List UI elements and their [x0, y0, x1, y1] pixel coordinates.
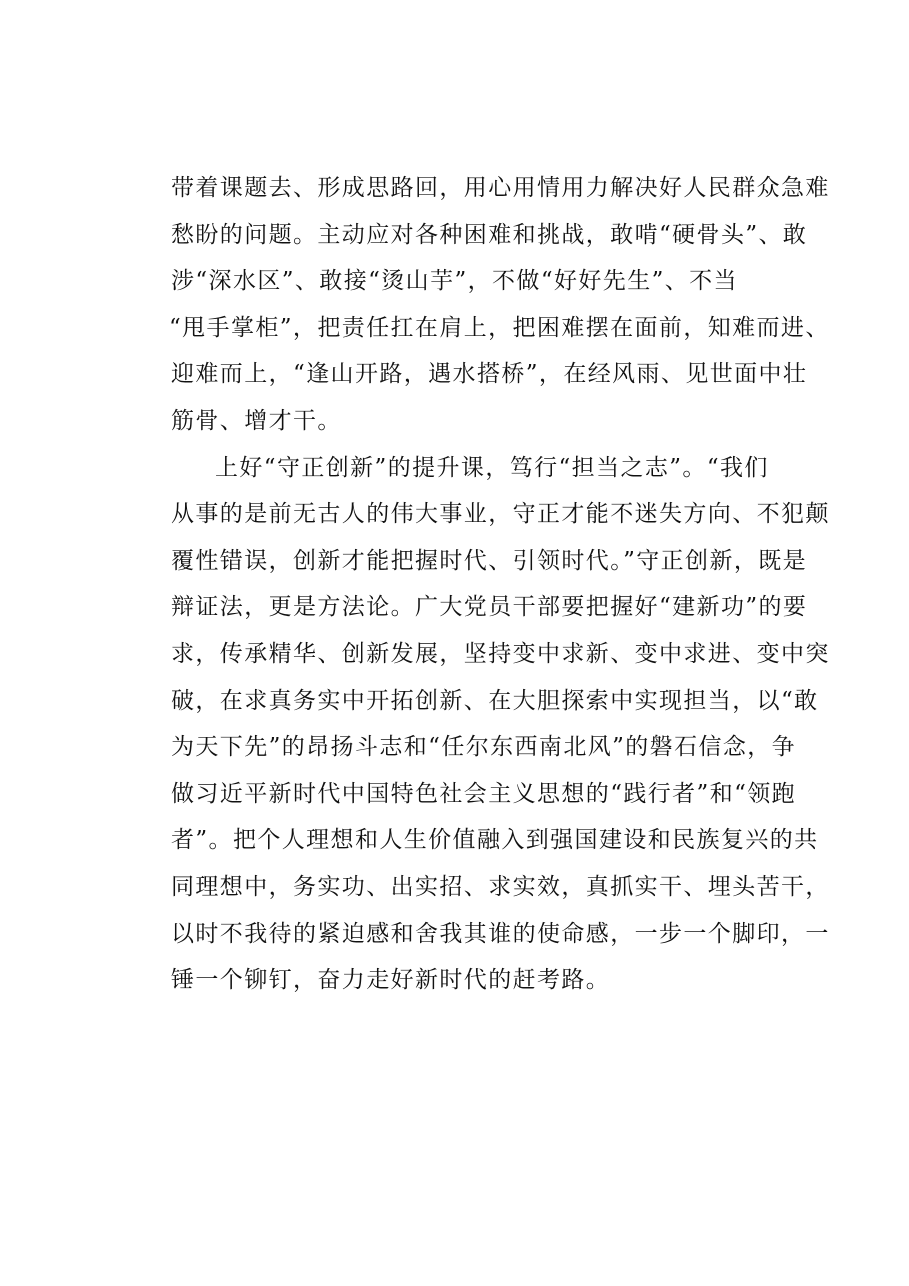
paragraph-2	[171, 445, 830, 1004]
text-line: 迎难而上，“逢山开路，遇水搭桥”，在经风雨、见世面中壮	[171, 361, 808, 388]
text-line: 带着课题去、形成思路回，用心用情用力解决好人民群众急难	[171, 175, 830, 201]
document-body	[169, 165, 830, 1004]
text-line: 涉“深水区”、敢接“烫山芋”，不做“好好先生”、不当	[171, 268, 738, 295]
paragraph-1	[169, 165, 830, 445]
text-line: 辩证法，更是方法论。广大党员干部要把握好“建新功”的要	[171, 594, 808, 621]
text-line: “甩手掌柜”，把责任扛在肩上，把困难摆在面前，知难而进、	[169, 314, 830, 341]
text-line: 做习近平新时代中国特色社会主义思想的“践行者”和“领跑	[171, 780, 797, 807]
text-line: 覆性错误，创新才能把握时代、引领时代。”守正创新，既是	[171, 547, 808, 574]
text-line: 筋骨、增才干。	[171, 407, 342, 434]
text-line: 以时不我待的紧迫感和舍我其谁的使命感，一步一个脚印，一	[171, 920, 830, 947]
text-line: 愁盼的问题。主动应对各种困难和挑战，敢啃“硬骨头”、敢	[171, 221, 808, 248]
text-line: 为天下先”的昂扬斗志和“任尔东西南北风”的磐石信念，争	[171, 734, 797, 761]
text-line: 求，传承精华、创新发展，坚持变中求新、变中求进、变中突	[171, 640, 830, 667]
text-line: 上好“守正创新”的提升课，笃行“担当之志”。“我们	[215, 454, 769, 481]
text-line: 同理想中，务实功、出实招、求实效，真抓实干、埋头苦干，	[171, 873, 830, 900]
text-line: 破，在求真务实中开拓创新、在大胆探索中实现担当，以“敢	[171, 687, 819, 714]
text-line: 锤一个铆钉，奋力走好新时代的赶考路。	[171, 967, 611, 994]
text-line: 从事的是前无古人的伟大事业，守正才能不迷失方向、不犯颠	[171, 501, 830, 528]
text-line: 者”。把个人理想和人生价值融入到强国建设和民族复兴的共	[171, 827, 819, 854]
